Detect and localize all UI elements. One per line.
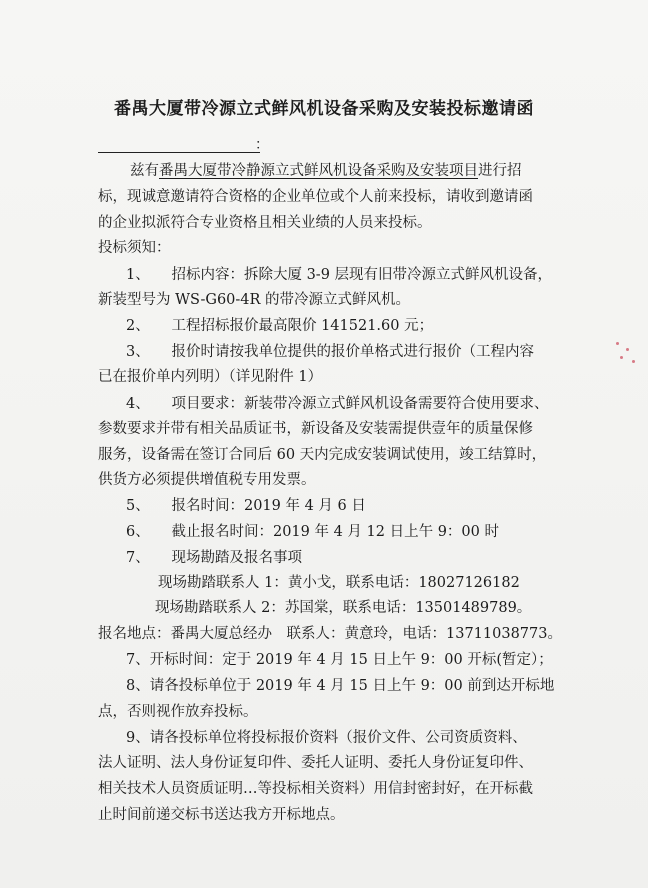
item-7-contact-1: 现场勘踏联系人 1：黄小戈，联系电话：18027126182 — [158, 575, 520, 591]
item-8-line-2: 点，否则视作放弃投标。 — [98, 704, 258, 720]
item-7-registration-place: 报名地点：番禺大厦总经办 联系人：黄意玲，电话：13711038773。 — [98, 626, 562, 642]
item-3-line-1: 3、 报价时请按我单位提供的报价单格式进行报价（工程内容 — [126, 344, 534, 360]
document-title: 番禺大厦带冷源立式鲜风机设备采购及安装投标邀请函 — [114, 99, 534, 119]
notice-heading: 投标须知： — [98, 240, 171, 256]
item-9-line-2: 法人证明、法人身份证复印件、委托人证明、委托人身份证复印件、 — [98, 755, 533, 771]
item-9-line-1: 9、请各投标单位将投标报价资料（报价文件、公司资质资料、 — [126, 730, 527, 746]
item-1-line-2: 新装型号为 WS-G60-4R 的带冷源立式鲜风机。 — [98, 292, 411, 308]
intro-line-2: 标，现诚意邀请符合资格的企业单位或个人前来投标，请收到邀请函 — [98, 189, 533, 205]
item-9-line-3: 相关技术人员资质证明…等投标相关资料）用信封密封好，在开标截 — [98, 781, 533, 797]
item-3-line-2: 已在报价单内列明）（详见附件 1） — [98, 369, 323, 385]
red-ink-marks — [612, 338, 642, 366]
item-7-contact-2: 现场勘踏联系人 2：苏国棠，联系电话：13501489789。 — [155, 600, 532, 616]
item-4-line-1: 4、 项目要求：新装带冷源立式鲜风机设备需要符合使用要求、 — [126, 396, 549, 412]
item-4-line-2: 参数要求并带有相关品质证书，新设备及安装需提供壹年的质量保修 — [98, 421, 533, 437]
item-7-line-1: 7、 现场勘踏及报名事项 — [126, 550, 302, 566]
intro-line-1: 兹有番禺大厦带冷静源立式鲜风机设备采购及安装项目进行招 — [130, 163, 522, 179]
item-7b-line-1: 7、开标时间：定于 2019 年 4 月 15 日上午 9：00 开标(暂定）； — [126, 652, 553, 668]
item-8-line-1: 8、请各投标单位于 2019 年 4 月 15 日上午 9：00 前到达开标地 — [126, 678, 555, 694]
item-9-line-4: 止时间前递交标书送达我方开标地点。 — [98, 807, 345, 823]
item-4-line-3: 服务，设备需在签订合同后 60 天内完成安装调试使用，竣工结算时， — [98, 447, 547, 463]
item-5-line-1: 5、 报名时间：2019 年 4 月 6 日 — [126, 498, 366, 514]
intro-line-3: 的企业拟派符合专业资格且相关业绩的人员来投标。 — [98, 215, 432, 231]
addressee-blank-line — [98, 134, 260, 153]
item-1-line-1: 1、 招标内容：拆除大厦 3-9 层现有旧带冷源立式鲜风机设备， — [126, 267, 553, 283]
item-6-line-1: 6、 截止报名时间：2019 年 4 月 12 日上午 9：00 时 — [126, 524, 499, 540]
item-4-line-4: 供货方必须提供增值税专用发票。 — [98, 472, 316, 488]
addressee-colon: ： — [255, 137, 269, 153]
project-name-underlined: 番禺大厦带冷静源立式鲜风机设备采购及安装项目 — [159, 163, 478, 179]
item-2-line-1: 2、 工程招标报价最高限价 141521.60 元； — [126, 318, 434, 334]
